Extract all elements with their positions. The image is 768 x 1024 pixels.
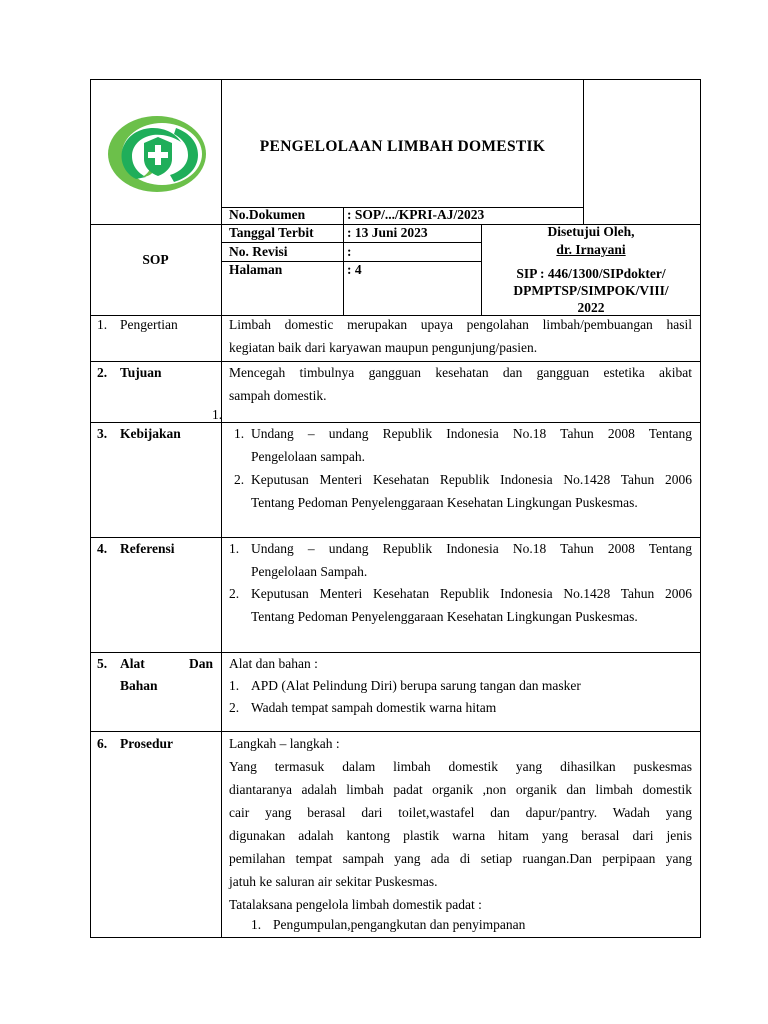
section-3-item-2-num: 2. bbox=[234, 472, 245, 487]
section-4-line: Tentang Pedoman Penyelenggaraan Kesehatan Lingkungan Puskesmas. bbox=[251, 609, 638, 624]
approval-signer-name: dr. Irnayani bbox=[556, 242, 626, 257]
section-5-item-1-num: 1. bbox=[229, 678, 240, 693]
section-4-num: 4. bbox=[97, 541, 108, 556]
section-1-line: Limbah domestic merupakan upaya pengolahan limbah/pembuangan hasil bbox=[229, 317, 692, 332]
section-5-intro: Alat dan bahan : bbox=[229, 656, 318, 671]
section-6-step-1-num: 1. bbox=[251, 917, 262, 932]
section-5-item-2: Wadah tempat sampah domestik warna hitam bbox=[251, 700, 497, 715]
section-5-label-c: Bahan bbox=[120, 678, 158, 693]
section-6-line: digunakan adalah kantong plastik warna hitam yang berasal dari jenis bbox=[229, 828, 692, 843]
section-4-line: Undang – undang Republik Indonesia No.18 Tahun 2008 Tentang bbox=[251, 541, 692, 556]
section-5-label-a: Alat bbox=[120, 656, 145, 671]
section-2-label: Tujuan bbox=[120, 365, 162, 380]
row-tanggal-bottom bbox=[221, 242, 481, 243]
sop-label: SOP bbox=[142, 252, 169, 267]
section-6-body bbox=[229, 755, 692, 916]
section-1-line: kegiatan baik dari karyawan maupun pengunjung/pasien. bbox=[229, 340, 538, 355]
approval-signer bbox=[482, 241, 700, 259]
section-6-intro: Langkah – langkah : bbox=[229, 736, 340, 751]
logo-mark bbox=[106, 115, 208, 193]
section-6-label: Prosedur bbox=[120, 736, 173, 751]
section-6-num: 6. bbox=[97, 736, 108, 751]
border-left bbox=[90, 79, 91, 938]
section-4-item-1 bbox=[251, 537, 692, 583]
section-2-num: 2. bbox=[97, 365, 108, 380]
section-3-line: Keputusan Menteri Kesehatan Republik Indonesia No.1428 Tahun 2006 bbox=[251, 472, 692, 487]
approval-block bbox=[482, 223, 700, 316]
section-3-item-1-num: 1. bbox=[234, 426, 245, 441]
revisi-label: No. Revisi bbox=[229, 244, 288, 259]
section-5-label-b: Dan bbox=[189, 656, 214, 671]
section-4-line: Keputusan Menteri Kesehatan Republik Indonesia No.1428 Tahun 2006 bbox=[251, 586, 692, 601]
tanggal-value: : 13 Juni 2023 bbox=[347, 225, 428, 240]
section-6-tata: Tatalaksana pengelola limbah domestik padat : bbox=[229, 897, 482, 912]
border-right bbox=[700, 79, 701, 938]
section-4-label: Referensi bbox=[120, 541, 175, 556]
border-bottom bbox=[90, 937, 701, 938]
section-2-stray-num: 1. bbox=[212, 407, 223, 422]
sep-5 bbox=[90, 731, 701, 732]
no-dokumen-label: No.Dokumen bbox=[229, 207, 306, 222]
section-4-item-1-num: 1. bbox=[229, 541, 240, 556]
logo bbox=[106, 115, 208, 193]
section-6-line: diantaranya adalah limbah padat organik ,non organik dan limbah domestik bbox=[229, 782, 692, 797]
section-3-line: Undang – undang Republik Indonesia No.18 Tahun 2008 Tentang bbox=[251, 426, 692, 441]
section-4-line: Pengelolaan Sampah. bbox=[251, 564, 368, 579]
section-5-item-1: APD (Alat Pelindung Diri) berupa sarung tangan dan masker bbox=[251, 678, 581, 693]
section-5-num: 5. bbox=[97, 656, 108, 671]
section-3-label: Kebijakan bbox=[120, 426, 181, 441]
section-6-line: cair yang berasal dari toilet,wastafel dan dapur/pantry. Wadah yang bbox=[229, 805, 692, 820]
section-3-item-1 bbox=[251, 422, 692, 468]
tanggal-label: Tanggal Terbit bbox=[229, 225, 314, 240]
section-6-line: pemilahan tempat sampah yang ada di setiap ruangan.Dan perpipaan yang bbox=[229, 851, 692, 866]
section-3-line: Pengelolaan sampah. bbox=[251, 449, 365, 464]
section-1-label: Pengertian bbox=[120, 317, 178, 332]
revisi-value: : bbox=[347, 244, 352, 259]
section-1-body bbox=[229, 313, 692, 359]
section-1-num: 1. bbox=[97, 317, 108, 332]
section-4-item-2-num: 2. bbox=[229, 586, 240, 601]
no-dokumen-value: : SOP/.../KPRI-AJ/2023 bbox=[347, 207, 485, 222]
sep-4 bbox=[90, 652, 701, 653]
section-2-body bbox=[229, 361, 692, 407]
section-5-item-2-num: 2. bbox=[229, 700, 240, 715]
approval-line-4: DPMPTSP/SIMPOK/VIII/ bbox=[513, 283, 669, 298]
approval-line-5: 2022 bbox=[577, 300, 605, 315]
section-2-line: sampah domestik. bbox=[229, 388, 327, 403]
section-2-line: Mencegah timbulnya gangguan kesehatan dan gangguan estetika akibat bbox=[229, 365, 692, 380]
section-3-num: 3. bbox=[97, 426, 108, 441]
section-3-line: Tentang Pedoman Penyelenggaraan Kesehatan Lingkungan Puskesmas. bbox=[251, 495, 638, 510]
section-6-step-1: Pengumpulan,pengangkutan dan penyimpanan bbox=[273, 917, 526, 932]
halaman-label: Halaman bbox=[229, 262, 283, 277]
section-6-line: Yang termasuk dalam limbah domestik yang dihasilkan puskesmas bbox=[229, 759, 692, 774]
section-6-line: jatuh ke saluran air sekitar Puskesmas. bbox=[229, 874, 438, 889]
border-top bbox=[90, 79, 701, 80]
approval-line-3: SIP : 446/1300/SIPdokter/ bbox=[516, 266, 666, 281]
section-3-item-2 bbox=[251, 468, 692, 514]
halaman-value: : 4 bbox=[347, 262, 362, 277]
approval-line-1: Disetujui Oleh, bbox=[547, 224, 635, 239]
section-4-item-2 bbox=[251, 582, 692, 628]
page-title: PENGELOLAAN LIMBAH DOMESTIK bbox=[259, 138, 546, 155]
